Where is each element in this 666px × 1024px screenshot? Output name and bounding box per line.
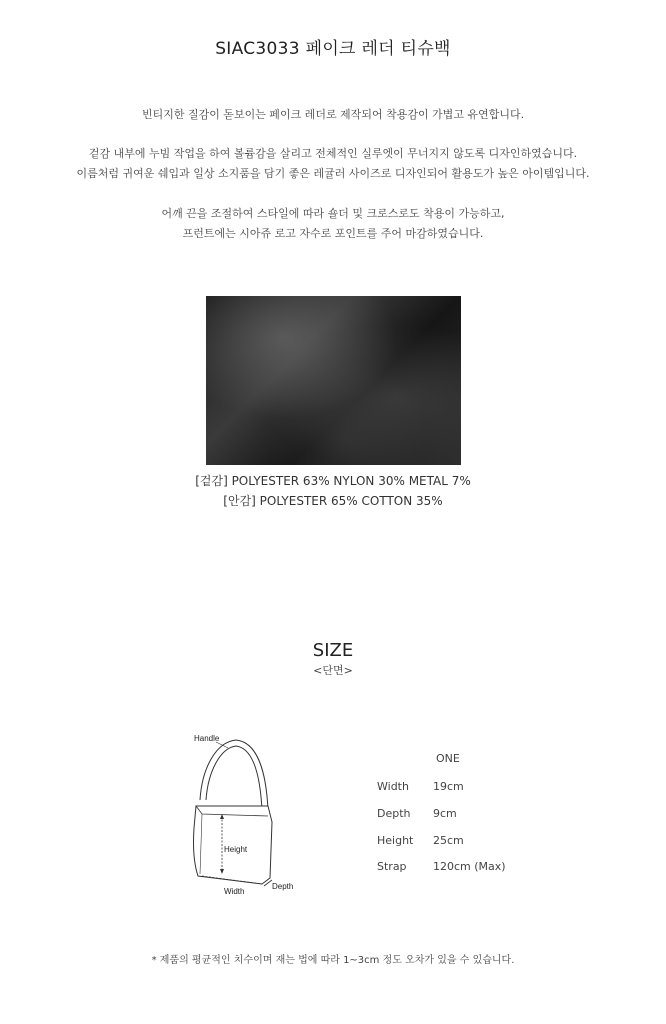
size-column-header: ONE [436, 752, 460, 765]
size-row-label: Depth [377, 807, 411, 820]
bag-size-diagram [186, 728, 298, 898]
size-row-label: Width [377, 780, 409, 793]
size-row-value: 19cm [433, 780, 464, 793]
size-title: SIZE [312, 640, 354, 661]
size-row [377, 780, 577, 793]
description-line: 빈티지한 질감이 돋보이는 페이크 레더로 제작되어 착용감이 가볍고 유연합니다. [141, 108, 525, 121]
description-line: 어깨 끈을 조절하여 스타일에 따라 숄더 및 크로스로도 착용이 가능하고, [161, 207, 505, 220]
diagram-label-depth: Depth [272, 882, 294, 891]
size-row-value: 25cm [433, 834, 464, 847]
description-paragraph-3 [0, 204, 666, 244]
description-line: 겉감 내부에 누빔 작업을 하여 볼륨감을 살리고 전체적인 실루엣이 무너지지 않도록 디자인하였습니다. [88, 147, 578, 160]
product-title: SIAC3033 페이크 레더 티슈백 [215, 39, 451, 59]
description-line: 이름처럼 귀여운 쉐입과 일상 소지품을 담기 좋은 레귤러 사이즈로 디자인되어 활용도가 높은 아이템입니다. [76, 167, 590, 180]
description-paragraph-1 [0, 105, 666, 125]
material-outer: [겉감] POLYESTER 63% NYLON 30% METAL 7% [195, 474, 471, 488]
size-row [377, 807, 577, 820]
diagram-label-width: Width [224, 887, 245, 896]
description-line: 프런트에는 시아쥬 로고 자수로 포인트를 주어 마감하였습니다. [182, 227, 484, 240]
size-subtitle: <단면> [313, 664, 353, 677]
diagram-label-height: Height [224, 845, 248, 854]
diagram-label-handle: Handle [194, 734, 220, 743]
size-row-value: 120cm (Max) [433, 860, 506, 873]
size-row [377, 834, 577, 847]
size-row-label: Strap [377, 860, 407, 873]
description-paragraph-2 [0, 144, 666, 184]
size-row [377, 860, 577, 873]
leather-texture-image [206, 296, 461, 465]
size-note: * 제품의 평균적인 치수이며 재는 법에 따라 1~3cm 정도 오차가 있을 수 있습니다. [151, 955, 515, 966]
size-row-value: 9cm [433, 807, 457, 820]
size-row-label: Height [377, 834, 414, 847]
material-inner: [안감] POLYESTER 65% COTTON 35% [223, 494, 443, 508]
